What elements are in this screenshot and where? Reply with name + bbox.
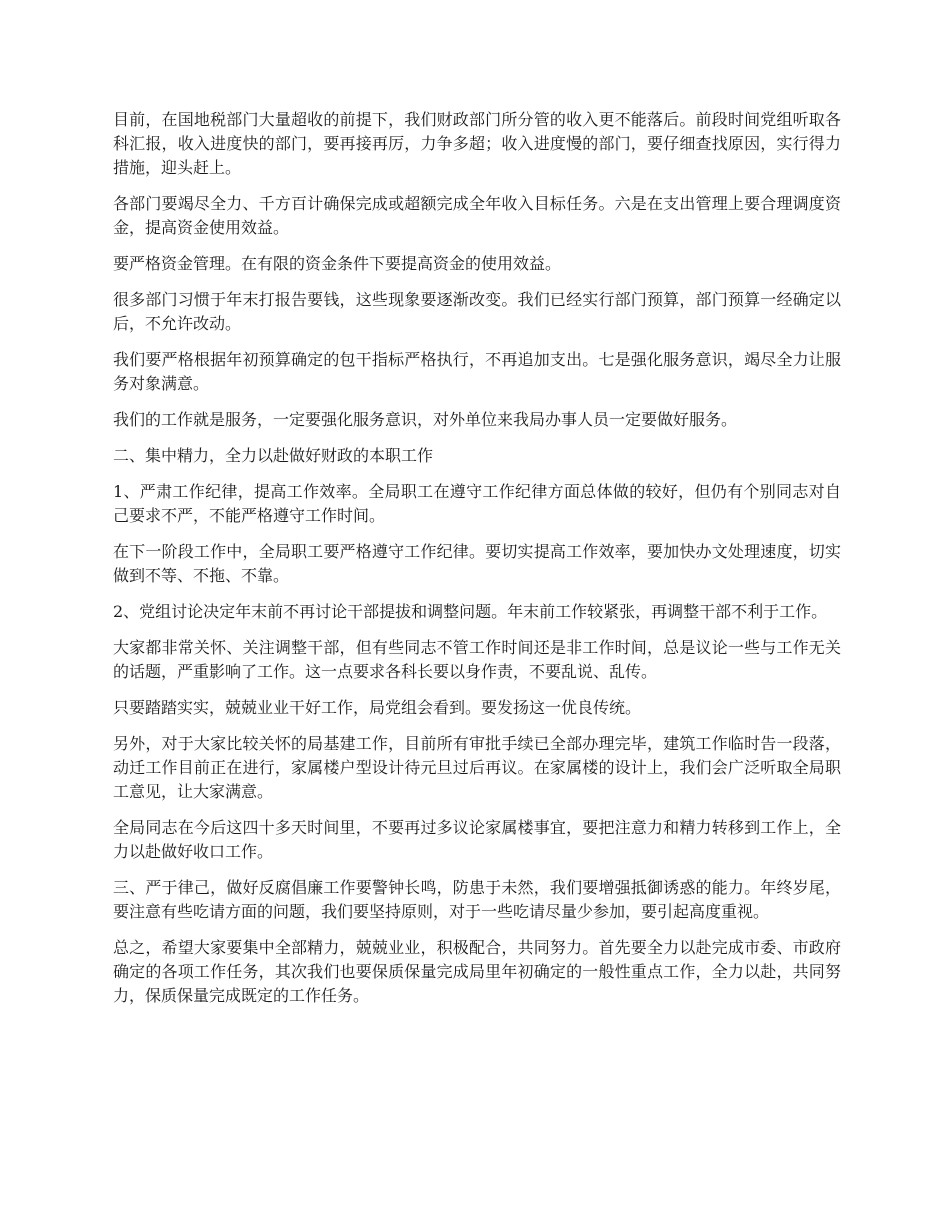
paragraph-13: 另外，对于大家比较关怀的局基建工作，目前所有审批手续已全部办理完毕，建筑工作临时告一段落，动迁工作目前正在进行，家属楼户型设计待元旦过后再议。在家属楼的设计上，我们会广泛听取全局职工意见，让大家满意。 <box>113 734 841 801</box>
paragraph-4: 很多部门习惯于年末打报告要钱，这些现象要逐渐改变。我们已经实行部门预算，部门预算一经确定以后，不允许改动。 <box>113 290 841 333</box>
document-body <box>113 108 841 1020</box>
paragraph-9: 在下一阶段工作中，全局职工要严格遵守工作纪律。要切实提高工作效率，要加快办文处理速度，切实做到不等、不拖、不靠。 <box>113 542 841 585</box>
paragraph-11: 大家都非常关怀、关注调整干部，但有些同志不管工作时间还是非工作时间，总是议论一些与工作无关的话题，严重影响了工作。这一点要求各科长要以身作责，不要乱说、乱传。 <box>113 638 841 681</box>
paragraph-1: 目前，在国地税部门大量超收的前提下，我们财政部门所分管的收入更不能落后。前段时间党组听取各科汇报，收入进度快的部门，要再接再厉，力争多超；收入进度慢的部门，要仔细查找原因，实行得力措施，迎头赶上。 <box>113 110 841 177</box>
paragraph-2: 各部门要竭尽全力、千方百计确保完成或超额完成全年收入目标任务。六是在支出管理上要合理调度资金，提高资金使用效益。 <box>113 194 841 237</box>
paragraph-3: 要严格资金管理。在有限的资金条件下要提高资金的使用效益。 <box>113 254 562 273</box>
section-heading-2: 二、集中精力，全力以赴做好财政的本职工作 <box>113 446 434 465</box>
paragraph-5: 我们要严格根据年初预算确定的包干指标严格执行，不再追加支出。七是强化服务意识，竭尽全力让服务对象满意。 <box>113 350 841 393</box>
paragraph-14: 全局同志在今后这四十多天时间里，不要再过多议论家属楼事宜，要把注意力和精力转移到工作上，全力以赴做好收口工作。 <box>113 818 841 861</box>
paragraph-8: 1、严肃工作纪律，提高工作效率。全局职工在遵守工作纪律方面总体做的较好，但仍有个别同志对自己要求不严，不能严格遵守工作时间。 <box>113 482 841 525</box>
paragraph-16: 总之，希望大家要集中全部精力，兢兢业业，积极配合，共同努力。首先要全力以赴完成市委、市政府确定的各项工作任务，其次我们也要保质保量完成局里年初确定的一般性重点工作，全力以赴，共同努力，保质保量完成既定的工作任务。 <box>113 938 841 1005</box>
paragraph-6: 我们的工作就是服务，一定要强化服务意识，对外单位来我局办事人员一定要做好服务。 <box>113 410 738 429</box>
paragraph-12: 只要踏踏实实，兢兢业业干好工作，局党组会看到。要发扬这一优良传统。 <box>113 698 642 717</box>
paragraph-10: 2、党组讨论决定年末前不再讨论干部提拔和调整问题。年末前工作较紧张，再调整干部不利于工作。 <box>113 602 828 621</box>
paragraph-15: 三、严于律己，做好反腐倡廉工作要警钟长鸣，防患于未然，我们要增强抵御诱惑的能力。年终岁尾，要注意有些吃请方面的问题，我们要坚持原则，对于一些吃请尽量少参加，要引起高度重视。 <box>113 878 841 921</box>
